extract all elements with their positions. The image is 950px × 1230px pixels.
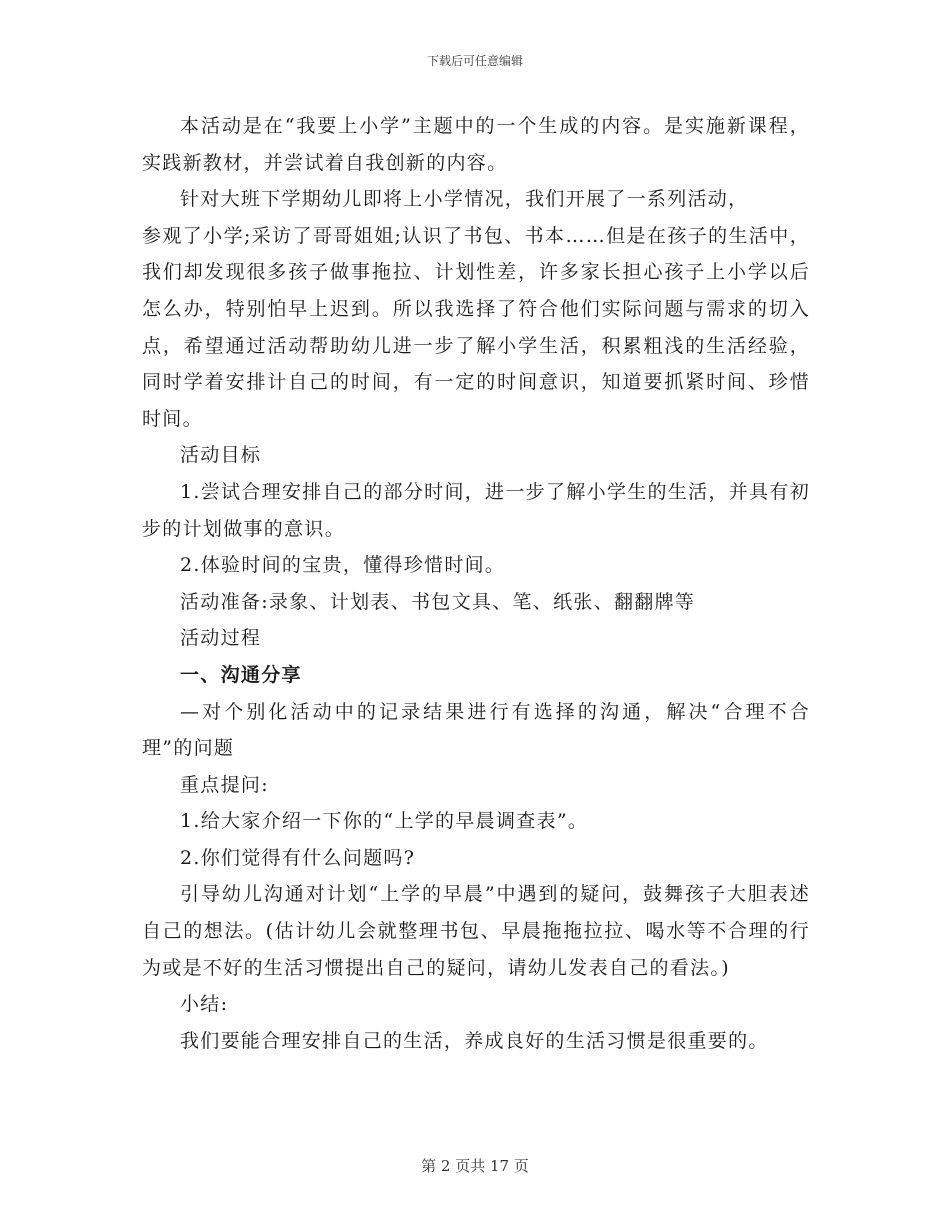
paragraph: 本活动是在“我要上小学”主题中的一个生成的内容。是实施新课程，实践新教材，并尝试着自我创新的内容。	[142, 115, 810, 174]
paragraph: 我们要能合理安排自己的生活，养成良好的生活习惯是很重要的。	[180, 1029, 769, 1052]
paragraph: 引导幼儿沟通对计划“上学的早晨”中遇到的疑问，鼓舞孩子大胆表述自己的想法。(估计幼儿会就整理书包、早晨拖拖拉拉、喝水等不合理的行为或是不好的生活习惯提出自己的疑问，请幼儿发表自己的看法。)	[142, 883, 810, 979]
paragraph: 重点提问:	[180, 773, 269, 796]
page-header: 下载后可任意编辑	[426, 54, 523, 68]
paragraph: 1.尝试合理安排自己的部分时间，进一步了解小学生的生活，并具有初步的计划做事的意识。	[142, 480, 810, 540]
document-body	[142, 108, 810, 1059]
paragraph: 1.给大家介绍一下你的“上学的早晨调查表”。	[180, 810, 589, 833]
section-heading: 一、沟通分享	[180, 663, 302, 686]
paragraph: 2.你们觉得有什么问题吗?	[180, 846, 416, 869]
paragraph: 活动目标	[180, 444, 262, 467]
page-footer: 第 2 页共 17 页	[421, 1157, 529, 1175]
paragraph: 2.体验时间的宝贵，懂得珍惜时间。	[180, 554, 506, 577]
paragraph: 活动过程	[180, 627, 262, 650]
paragraph: 针对大班下学期幼儿即将上小学情况，我们开展了一系列活动，	[180, 188, 749, 211]
paragraph: 活动准备:录象、计划表、书包文具、笔、纸张、翻翻牌等	[180, 590, 696, 613]
paragraph: —对个别化活动中的记录结果进行有选择的沟通，解决“合理不合理”的问题	[142, 700, 810, 760]
paragraph: 参观了小学;采访了哥哥姐姐;认识了书包、书本……但是在孩子的生活中，我们却发现很多孩子做事拖拉、计划性差，许多家长担心孩子上小学以后怎么办，特别怕早上迟到。所以我选择了符合他们实际问题与需求的切入点，希望通过活动帮助幼儿进一步了解小学生活，积累粗浅的生活经验，同时学着安排计自己的时间，有一定的时间意识，知道要抓紧时间、珍惜时间。	[142, 224, 810, 430]
paragraph: 小结:	[180, 993, 229, 1016]
